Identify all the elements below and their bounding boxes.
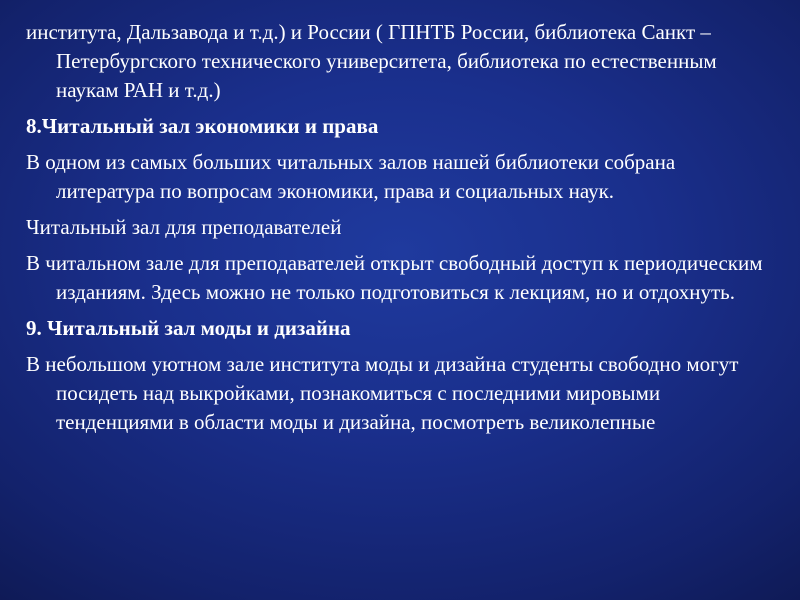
heading-teachers-hall: Читальный зал для преподавателей <box>26 215 342 239</box>
paragraph-teachers-hall: В читальном зале для преподавателей открыт свободный доступ к периодическим изданиям. Здесь можно не только подготовиться к лекциям, но и отдохнуть. <box>26 251 763 304</box>
heading-fashion-design-hall: 9. Читальный зал моды и дизайна <box>26 316 351 340</box>
paragraph-economics-law-hall: В одном из самых больших читальных залов нашей библиотеки собрана литература по вопросам экономики, права и социальных наук. <box>26 150 676 203</box>
paragraph-fashion-design-hall: В небольшом уютном зале института моды и дизайна студенты свободно могут посидеть над выкройками, познакомиться с последними мировыми тенденциями в области моды и дизайна, посмотреть великолепные <box>26 352 739 434</box>
heading-economics-law-hall: 8.Читальный зал экономики и права <box>26 114 379 138</box>
paragraph-libraries-list: института, Дальзавода и т.д.) и России ( ГПНТБ России, библиотека Санкт – Петербургского технического университета, библиотека по естественным наукам РАН и т.д.) <box>26 20 717 102</box>
